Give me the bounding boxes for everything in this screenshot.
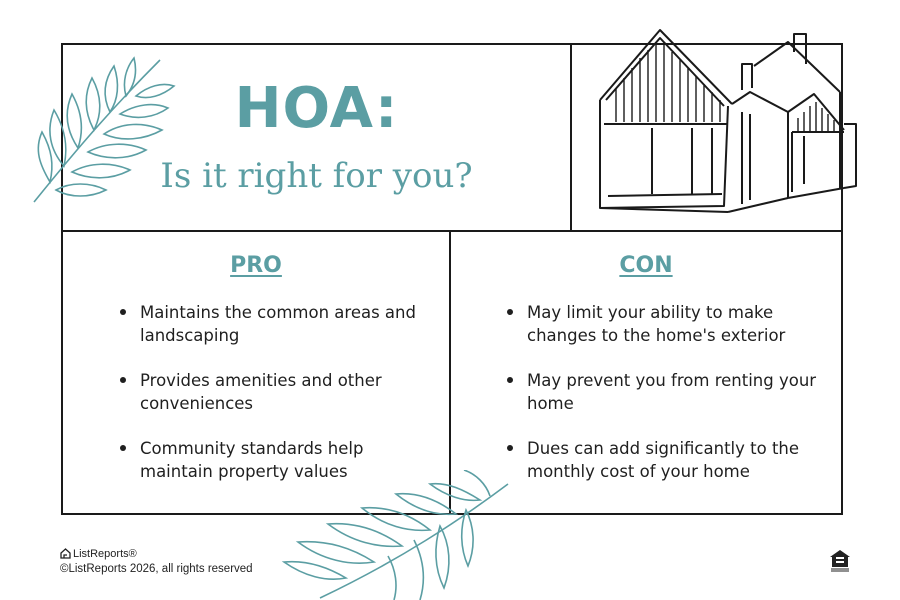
equal-housing-opportunity-icon: [828, 548, 852, 572]
footer-brand: [60, 548, 137, 560]
pro-heading: PRO: [230, 253, 282, 278]
pro-list: [118, 301, 418, 505]
list-item: Provides amenities and other conveniences: [118, 369, 418, 415]
list-item: Dues can add significantly to the monthly cost of your home: [505, 437, 825, 483]
footer-copyright: ©ListReports 2026, all rights reserved: [60, 563, 253, 575]
list-item: Maintains the common areas and landscaping: [118, 301, 418, 347]
list-item: Community standards help maintain property values: [118, 437, 418, 483]
page-subtitle: Is it right for you?: [160, 156, 473, 196]
footer-brand-text: ListReports®: [73, 548, 137, 560]
list-item: May prevent you from renting your home: [505, 369, 825, 415]
list-item: May limit your ability to make changes to the home's exterior: [505, 301, 825, 347]
house-panel: [570, 43, 843, 232]
con-list: [505, 301, 825, 505]
con-heading: CON: [619, 253, 673, 278]
listreports-logo-icon: [60, 548, 71, 559]
page-title: HOA:: [234, 76, 399, 141]
